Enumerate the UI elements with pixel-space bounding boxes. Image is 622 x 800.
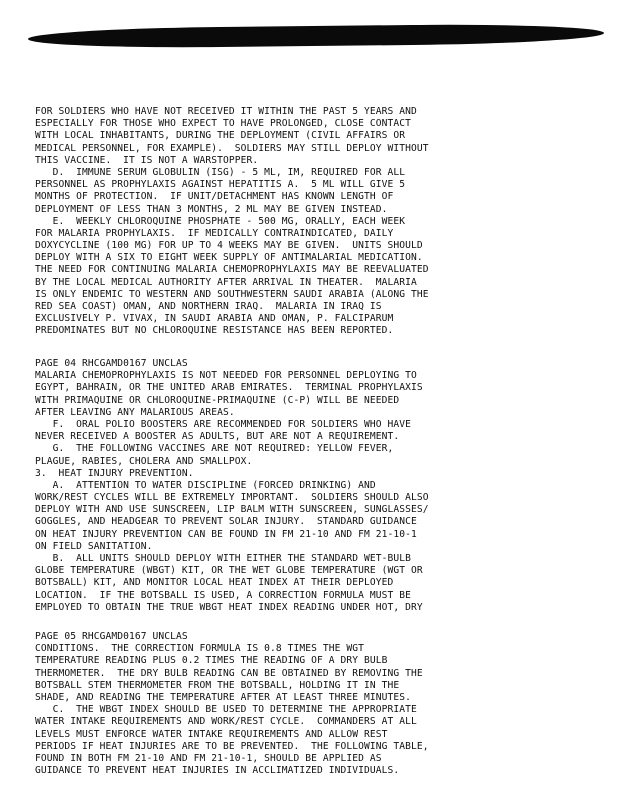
document-line: FOR SOLDIERS WHO HAVE NOT RECEIVED IT WITHIN THE PAST 5 YEARS AND — [35, 106, 417, 117]
document-line: PREDOMINATES BUT NO CHLOROQUINE RESISTANCE HAS BEEN REPORTED. — [35, 325, 394, 337]
document-line: NEVER RECEIVED A BOOSTER AS ADULTS, BUT ARE NOT A REQUIREMENT. — [35, 431, 400, 443]
text-block-page-05 — [35, 631, 429, 777]
text-block-page-04 — [35, 358, 429, 614]
document-line: AFTER LEAVING ANY MALARIOUS AREAS. — [35, 406, 235, 418]
document-line: EMPLOYED TO OBTAIN THE TRUE WBGT HEAT INDEX READING UNDER HOT, DRY — [35, 601, 423, 613]
document-line: IS ONLY ENDEMIC TO WESTERN AND SOUTHWESTERN SAUDI ARABIA (ALONG THE — [35, 288, 429, 300]
redaction-bar — [28, 23, 604, 49]
document-line: E. WEEKLY CHLOROQUINE PHOSPHATE - 500 MG, ORALLY, EACH WEEK — [35, 215, 406, 227]
document-line: F. ORAL POLIO BOOSTERS ARE RECOMMENDED FOR SOLDIERS WHO HAVE — [35, 418, 412, 430]
document-line: ON FIELD SANITATION. — [35, 540, 153, 552]
document-line: DOXYCYCLINE (100 MG) FOR UP TO 4 WEEKS MAY BE GIVEN. UNITS SHOULD — [35, 240, 423, 252]
document-line: GOGGLES, AND HEADGEAR TO PREVENT SOLAR INJURY. STANDARD GUIDANCE — [35, 516, 417, 528]
document-line: DEPLOY WITH A SIX TO EIGHT WEEK SUPPLY OF ANTIMALARIAL MEDICATION. — [35, 252, 423, 264]
document-line: WATER INTAKE REQUIREMENTS AND WORK/REST CYCLE. COMMANDERS AT ALL — [35, 716, 417, 728]
document-line: GUIDANCE TO PREVENT HEAT INJURIES IN ACCLIMATIZED INDIVIDUALS. — [35, 765, 400, 777]
document-line: ON HEAT INJURY PREVENTION CAN BE FOUND IN FM 21-10 AND FM 21-10-1 — [35, 528, 417, 540]
document-line: WITH PRIMAQUINE OR CHLOROQUINE-PRIMAQUINE (C-P) WILL BE NEEDED — [35, 394, 400, 406]
document-line: WITH LOCAL INHABITANTS, DURING THE DEPLOYMENT (CIVIL AFFAIRS OR — [35, 130, 406, 142]
document-line: THE NEED FOR CONTINUING MALARIA CHEMOPROPHYLAXIS MAY BE REEVALUATED — [35, 264, 429, 276]
document-line: CONDITIONS. THE CORRECTION FORMULA IS 0.8 TIMES THE WGT — [35, 643, 365, 655]
document-line: FOR MALARIA PROPHYLAXIS. IF MEDICALLY CONTRAINDICATED, DAILY — [35, 227, 394, 239]
document-line: B. ALL UNITS SHOULD DEPLOY WITH EITHER THE STANDARD WET-BULB — [35, 553, 412, 564]
document-line: ESPECIALLY FOR THOSE WHO EXPECT TO HAVE PROLONGED, CLOSE CONTACT — [35, 118, 412, 130]
document-line: PAGE 04 RHCGAMD0167 UNCLAS — [35, 358, 188, 369]
document-line: RED SEA COAST) OMAN, AND NORTHERN IRAQ. MALARIA IN IRAQ IS — [35, 301, 382, 312]
document-line: FOUND IN BOTH FM 21-10 AND FM 21-10-1, SHOULD BE APPLIED AS — [35, 752, 382, 764]
document-line: D. IMMUNE SERUM GLOBULIN (ISG) - 5 ML, IM, REQUIRED FOR ALL — [35, 166, 406, 178]
document-line: A. ATTENTION TO WATER DISCIPLINE (FORCED DRINKING) AND — [35, 479, 376, 491]
document-line: SHADE, AND READING THE TEMPERATURE AFTER AT LEAST THREE MINUTES. — [35, 691, 412, 703]
document-line: MALARIA CHEMOPROPHYLAXIS IS NOT NEEDED FOR PERSONNEL DEPLOYING TO — [35, 370, 417, 382]
document-line: EGYPT, BAHRAIN, OR THE UNITED ARAB EMIRATES. TERMINAL PROPHYLAXIS — [35, 382, 423, 394]
document-line: THERMOMETER. THE DRY BULB READING CAN BE OBTAINED BY REMOVING THE — [35, 667, 423, 679]
document-line: MONTHS OF PROTECTION. IF UNIT/DETACHMENT HAS KNOWN LENGTH OF — [35, 191, 394, 203]
document-line: 3. HEAT INJURY PREVENTION. — [35, 467, 194, 479]
document-line: PLAGUE, RABIES, CHOLERA AND SMALLPOX. — [35, 455, 253, 467]
text-block-page-03 — [35, 106, 429, 338]
document-line: PERSONNEL AS PROPHYLAXIS AGAINST HEPATITIS A. 5 ML WILL GIVE 5 — [35, 179, 406, 191]
document-line: DEPLOY WITH AND USE SUNSCREEN, LIP BALM WITH SUNSCREEN, SUNGLASSES/ — [35, 504, 429, 516]
document-line: MEDICAL PERSONNEL, FOR EXAMPLE). SOLDIERS MAY STILL DEPLOY WITHOUT — [35, 142, 429, 154]
document-line: LEVELS MUST ENFORCE WATER INTAKE REQUIREMENTS AND ALLOW REST — [35, 728, 388, 740]
document-line: GLOBE TEMPERATURE (WBGT) KIT, OR THE WET GLOBE TEMPERATURE (WGT OR — [35, 565, 423, 577]
document-line: WORK/REST CYCLES WILL BE EXTREMELY IMPORTANT. SOLDIERS SHOULD ALSO — [35, 492, 429, 504]
document-line: PERIODS IF HEAT INJURIES ARE TO BE PREVENTED. THE FOLLOWING TABLE, — [35, 740, 429, 752]
document-line: TEMPERATURE READING PLUS 0.2 TIMES THE READING OF A DRY BULB — [35, 655, 388, 667]
document-line: LOCATION. IF THE BOTSBALL IS USED, A CORRECTION FORMULA MUST BE — [35, 589, 412, 601]
document-line: PAGE 05 RHCGAMD0167 UNCLAS — [35, 631, 188, 642]
document-line: THIS VACCINE. IT IS NOT A WARSTOPPER. — [35, 154, 259, 166]
document-line: G. THE FOLLOWING VACCINES ARE NOT REQUIRED: YELLOW FEVER, — [35, 443, 394, 455]
document-line: BOTSBALL STEM THERMOMETER FROM THE BOTSBALL, HOLDING IT IN THE — [35, 679, 400, 691]
document-line: EXCLUSIVELY P. VIVAX, IN SAUDI ARABIA AND OMAN, P. FALCIPARUM — [35, 313, 394, 325]
document-line: C. THE WBGT INDEX SHOULD BE USED TO DETERMINE THE APPROPRIATE — [35, 704, 417, 716]
document-line: BOTSBALL) KIT, AND MONITOR LOCAL HEAT INDEX AT THEIR DEPLOYED — [35, 577, 394, 589]
document-line: DEPLOYMENT OF LESS THAN 3 MONTHS, 2 ML MAY BE GIVEN INSTEAD. — [35, 203, 388, 215]
document-line: BY THE LOCAL MEDICAL AUTHORITY AFTER ARRIVAL IN THEATER. MALARIA — [35, 276, 417, 288]
